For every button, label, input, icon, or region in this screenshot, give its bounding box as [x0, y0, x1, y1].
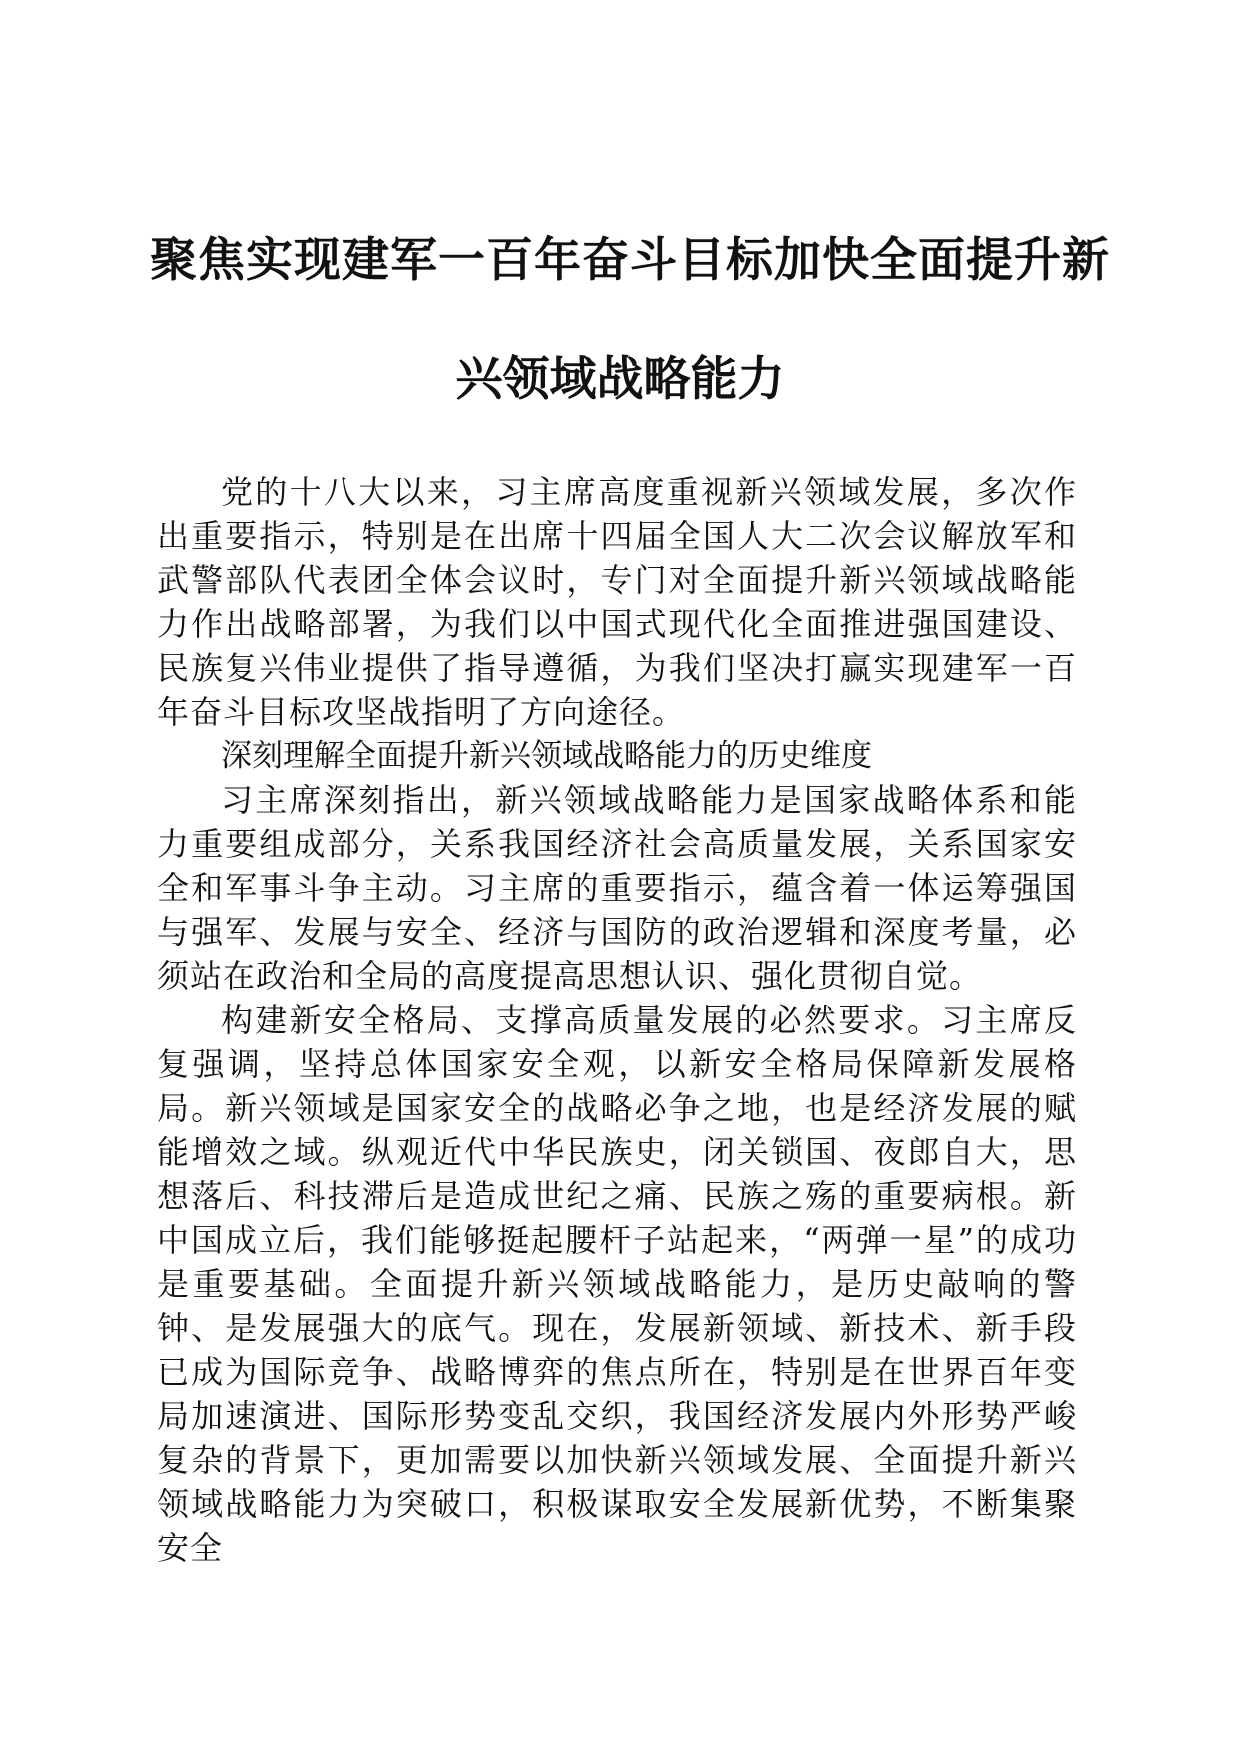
paragraph-2: 习主席深刻指出，新兴领域战略能力是国家战略体系和能力重要组成部分，关系我国经济社会高质量发展，关系国家安全和军事斗争主动。习主席的重要指示，蕴含着一体运筹强国与强军、发展与安全、经济与国防的政治逻辑和深度考量，必须站在政治和全局的高度提高思想认识、强化贯彻自觉。	[157, 781, 1077, 995]
document-body	[157, 470, 1077, 1570]
section-heading: 深刻理解全面提升新兴领域战略能力的历史维度	[221, 738, 872, 774]
title-line-2: 兴领域战略能力	[455, 352, 785, 407]
paragraph-3: 构建新安全格局、支撑高质量发展的必然要求。习主席反复强调，坚持总体国家安全观，以新安全格局保障新发展格局。新兴领域是国家安全的战略必争之地，也是经济发展的赋能增效之域。纵观近代中华民族史，闭关锁国、夜郎自大，思想落后、科技滞后是造成世纪之痛、民族之殇的重要病根。新中国成立后，我们能够挺起腰杆子站起来，“两弹一星”的成功是重要基础。全面提升新兴领域战略能力，是历史敲响的警钟、是发展强大的底气。现在，发展新领域、新技术、新手段已成为国际竞争、战略博弈的焦点所在，特别是在世界百年变局加速演进、国际形势变乱交织，我国经济发展内外形势严峻复杂的背景下，更加需要以加快新兴领域发展、全面提升新兴领域战略能力为突破口，积极谋取安全发展新优势，不断集聚安全	[157, 1001, 1077, 1567]
paragraph-intro: 党的十八大以来，习主席高度重视新兴领域发展，多次作出重要指示，特别是在出席十四届全国人大二次会议解放军和武警部队代表团全体会议时，专门对全面提升新兴领域战略能力作出战略部署，为我们以中国式现代化全面推进强国建设、民族复兴伟业提供了指导遵循，为我们坚决打赢实现建军一百年奋斗目标攻坚战指明了方向途径。	[157, 473, 1077, 731]
title-line-1: 聚焦实现建军一百年奋斗目标加快全面提升新	[150, 233, 1110, 288]
